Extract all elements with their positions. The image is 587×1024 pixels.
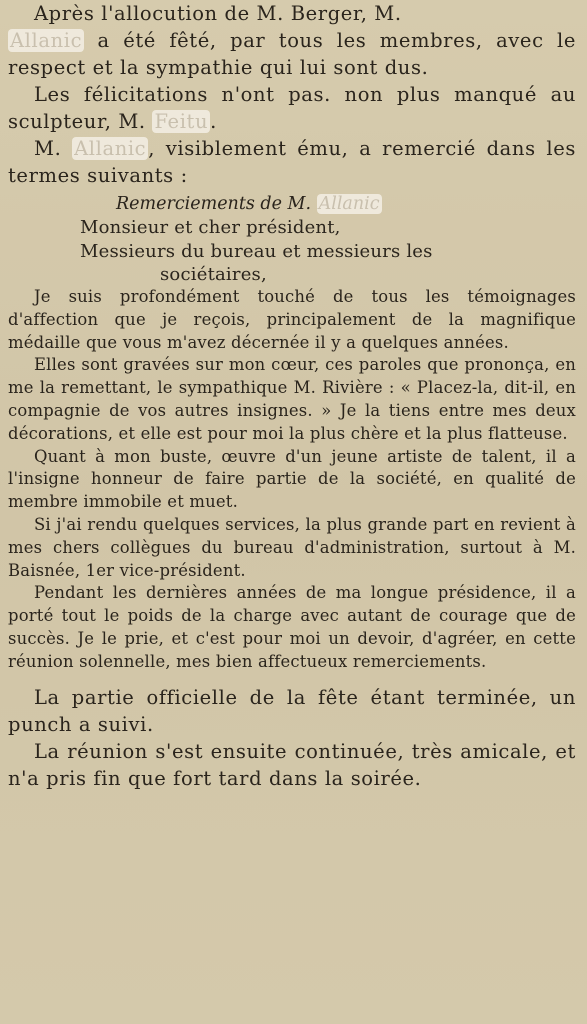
article-column [8, 0, 576, 792]
name-allanic-2: Allanic [74, 137, 147, 160]
paragraph-soiree: La réunion s'est ensuite continuée, très amicale, et n'a pris fin que fort tard dans la soirée. [8, 739, 576, 790]
salutation-3: sociétaires, [160, 264, 267, 285]
text-p1a: Après l'allocution de M. Berger, M. [34, 2, 402, 25]
paragraph-fete [8, 0, 576, 81]
paragraph-felicitations [8, 81, 576, 135]
speech-heading [8, 192, 576, 216]
salutation-1: Monsieur et cher président, [80, 217, 341, 238]
speech-paragraph-3: Quant à mon buste, œuvre d'un jeune artiste de talent, il a l'insigne honneur de faire partie de la société, en qualité de membre immobile et muet. [8, 446, 576, 512]
salutation-2: Messieurs du bureau et messieurs les [80, 241, 433, 262]
spacer [8, 674, 576, 684]
heading-text: Remerciements de M. [116, 194, 317, 214]
speech-paragraph-2: Elles sont gravées sur mon cœur, ces paroles que prononça, en me la remettant, le sympathique M. Rivière : « Placez-la, dit-il, en compagnie de vos autres insignes. » Je la tiens entre mes deux décorations, et elle est pour moi la plus chère et la plus flatteuse. [8, 355, 576, 443]
speech-paragraph-1: Je suis profondément touché de tous les témoignages d'affection que je reçois, principalement de la magnifique médaille que vous m'avez décernée il y a quelques années. [8, 287, 576, 352]
text-p3b: , visiblement ému, a remercié dans les termes suivants : [8, 137, 576, 187]
name-allanic: Allanic [10, 29, 83, 52]
text-p1b: a été fêté, par tous les membres, avec le respect et la sympathie qui lui sont dus. [8, 29, 576, 79]
text-p3a: M. [34, 137, 73, 160]
paragraph-punch: La partie officielle de la fête étant terminée, un punch a suivi. [8, 685, 576, 736]
speech-paragraph-5: Pendant les dernières années de ma longue présidence, il a porté tout le poids de la charge avec autant de courage que de succès. Je le prie, et c'est pour moi un devoir, d'agréer, en cette réunion solennelle, mes bien affectueux remerciements. [8, 583, 576, 671]
paragraph-remerciement [8, 135, 576, 189]
text-p2b: . [210, 110, 217, 133]
text-p2a: Les félicitations n'ont pas. non plus manqué au sculpteur, M. [8, 83, 576, 133]
heading-name: Allanic [318, 194, 380, 214]
name-feitu: Feitu [154, 110, 209, 133]
speech-paragraph-4: Si j'ai rendu quelques services, la plus grande part en revient à mes chers collègues du bureau d'administration, surtout à M. Baisnée, 1er vice-président. [8, 514, 576, 580]
